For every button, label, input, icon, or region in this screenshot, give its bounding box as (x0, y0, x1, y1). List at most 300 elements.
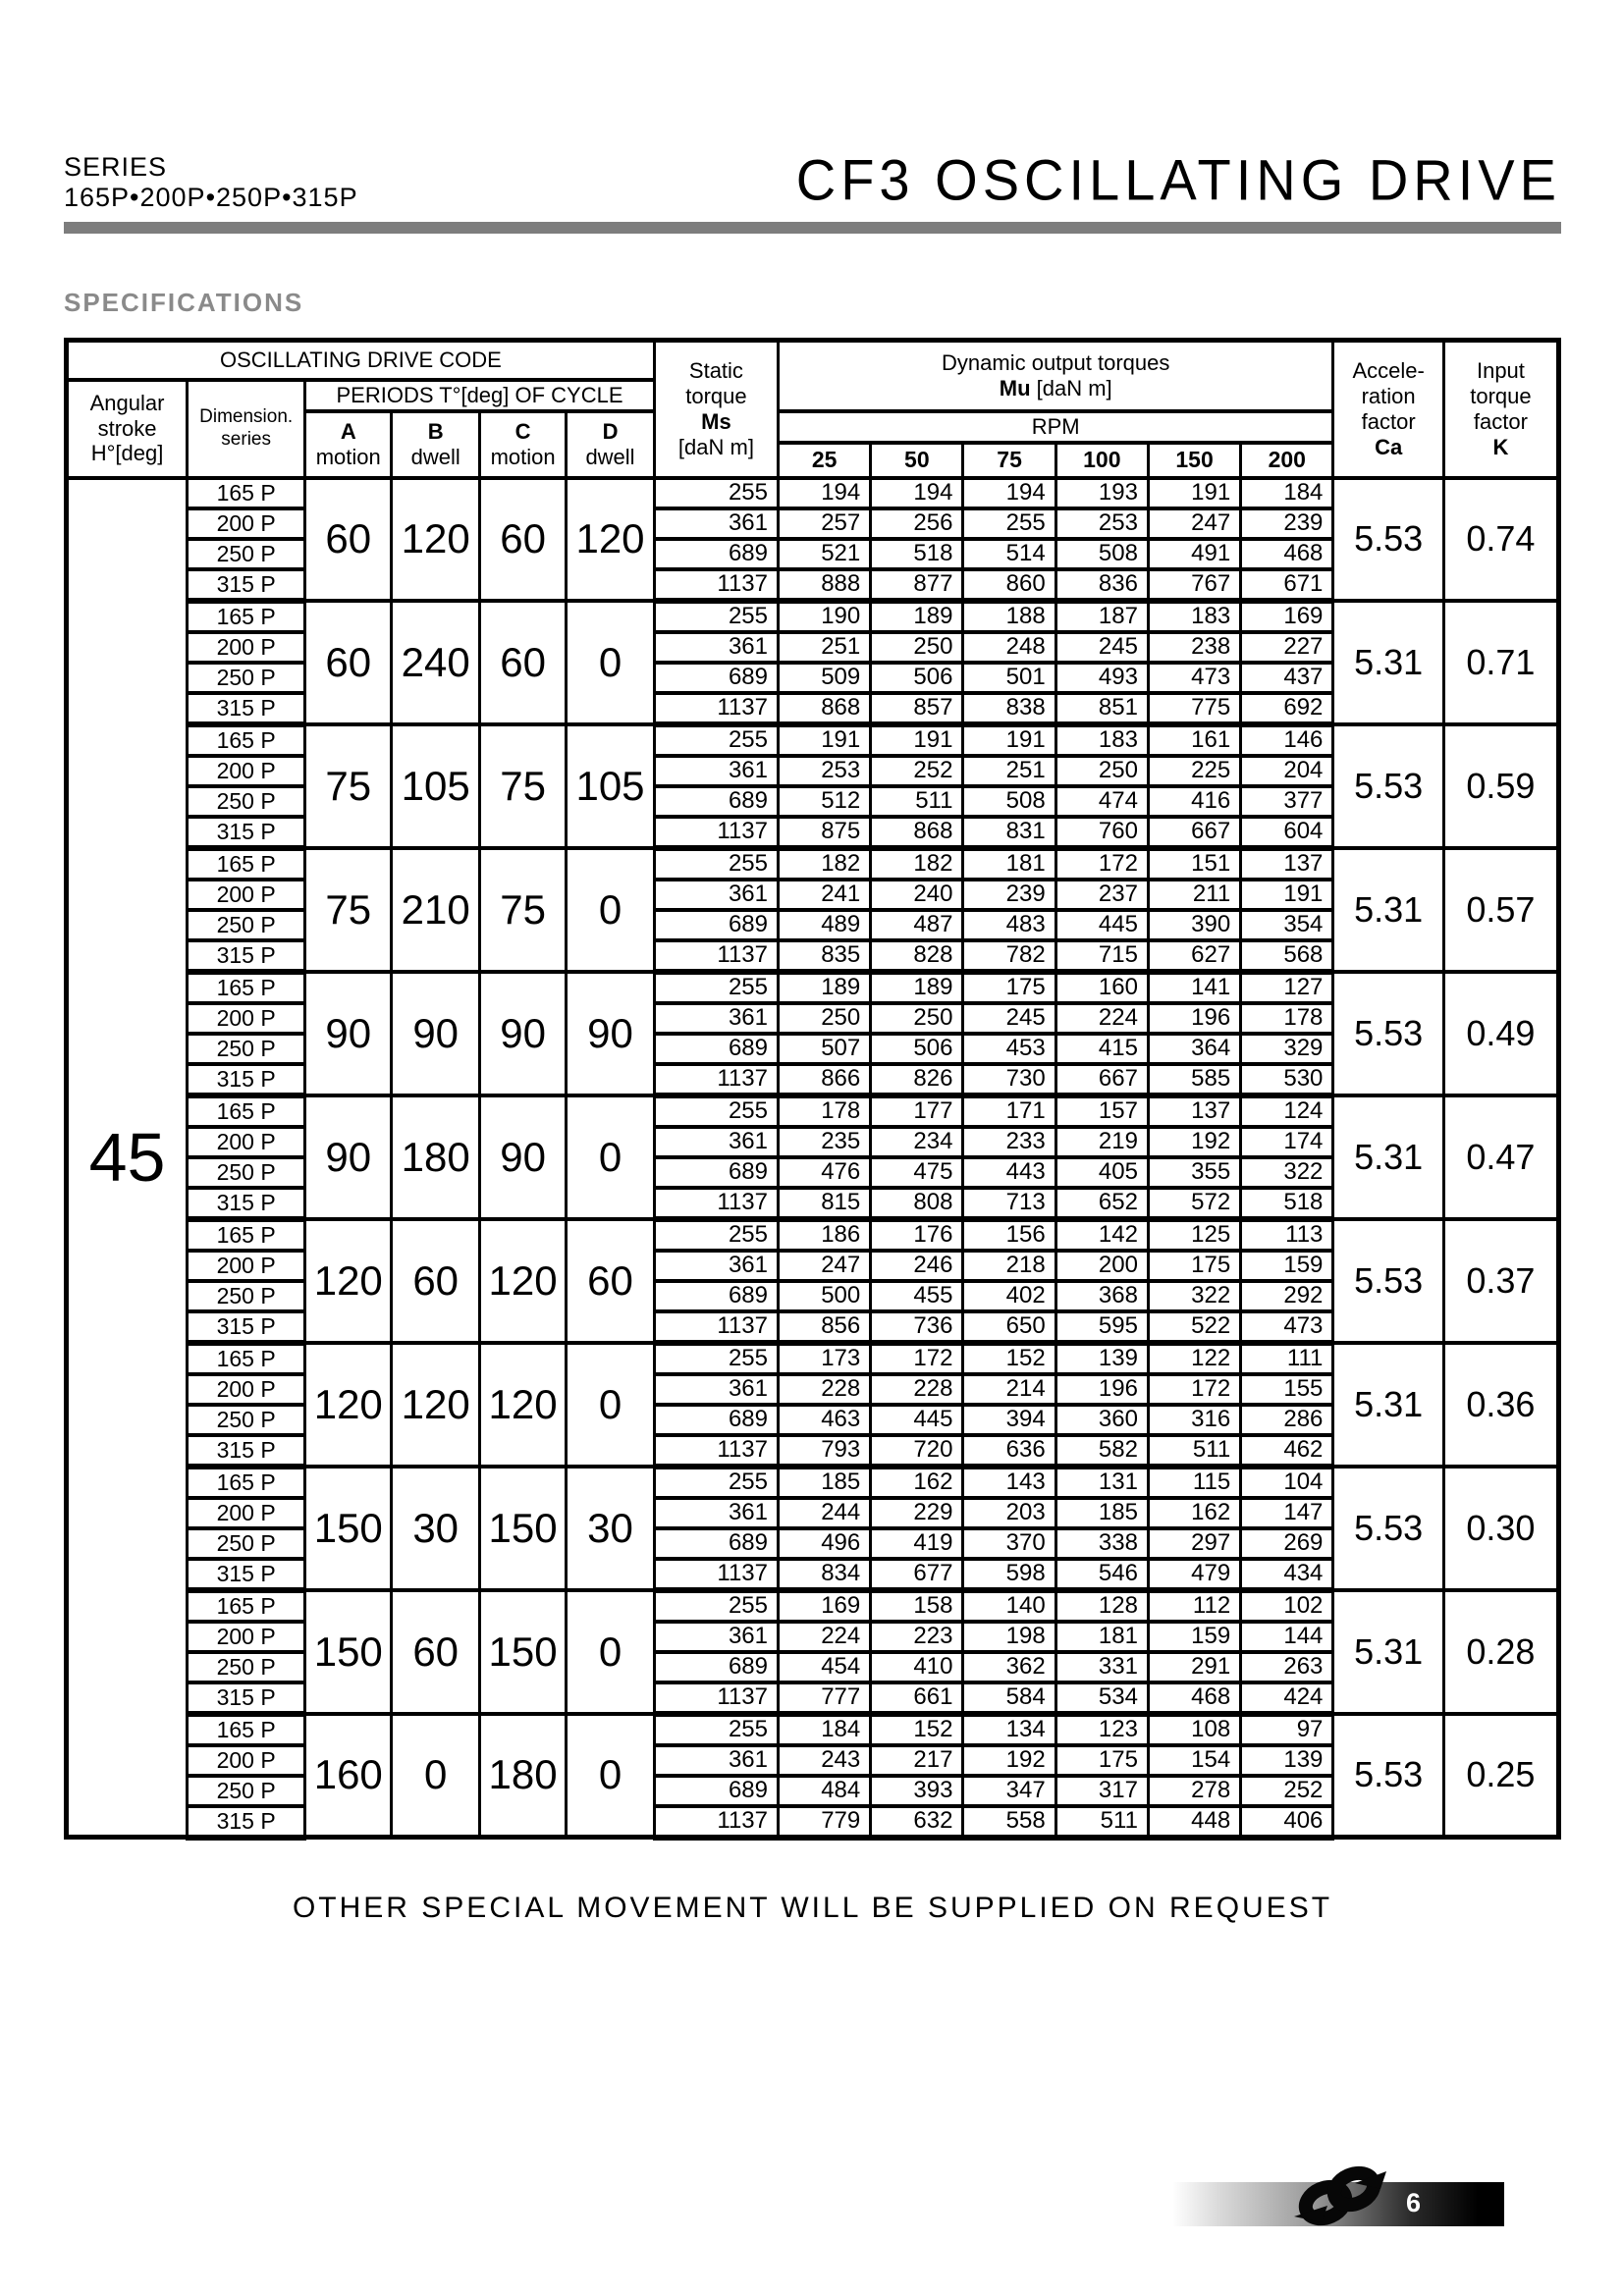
torque-rpm-50-cell: 172 (871, 1343, 963, 1374)
torque-rpm-150-cell: 191 (1148, 478, 1240, 508)
input-torque-factor-cell: 0.30 (1443, 1467, 1558, 1590)
period-d-cell: 0 (567, 1590, 655, 1714)
torque-rpm-50-cell: 189 (871, 972, 963, 1003)
torque-rpm-25-cell: 463 (779, 1405, 871, 1435)
torque-rpm-50-cell: 445 (871, 1405, 963, 1435)
torque-rpm-50-cell: 826 (871, 1064, 963, 1095)
header-ca-symbol: Ca (1375, 434, 1403, 459)
period-a-cell: 120 (305, 1343, 392, 1467)
torque-rpm-75-cell: 143 (963, 1467, 1055, 1498)
torque-rpm-150-cell: 572 (1148, 1188, 1240, 1219)
table-row (67, 1590, 1559, 1622)
torque-rpm-75-cell: 140 (963, 1590, 1055, 1622)
header-rpm-75: 75 (963, 443, 1055, 478)
acceleration-factor-cell: 5.31 (1333, 848, 1443, 972)
torque-rpm-200-cell: 263 (1241, 1652, 1333, 1682)
torque-rpm-75-cell: 194 (963, 478, 1055, 508)
torque-rpm-200-cell: 604 (1241, 817, 1333, 848)
header-period-d (567, 411, 655, 478)
torque-rpm-100-cell: 181 (1055, 1622, 1148, 1652)
static-torque-cell: 361 (654, 1498, 778, 1528)
torque-rpm-50-cell: 857 (871, 693, 963, 724)
header-rpm-150: 150 (1148, 443, 1240, 478)
torque-rpm-200-cell: 462 (1241, 1435, 1333, 1467)
header-dynamic-title: Dynamic output torques (942, 349, 1170, 375)
torque-rpm-200-cell: 530 (1241, 1064, 1333, 1095)
torque-rpm-75-cell: 394 (963, 1405, 1055, 1435)
dimension-series-cell: 165 P (188, 478, 305, 508)
dimension-series-cell: 250 P (188, 1034, 305, 1064)
torque-rpm-150-cell: 162 (1148, 1498, 1240, 1528)
torque-rpm-100-cell: 193 (1055, 478, 1148, 508)
input-torque-factor-cell: 0.36 (1443, 1343, 1558, 1467)
torque-rpm-75-cell: 860 (963, 569, 1055, 601)
torque-rpm-200-cell: 127 (1241, 972, 1333, 1003)
table-row (67, 601, 1559, 632)
dimension-series-cell: 315 P (188, 1064, 305, 1095)
torque-rpm-150-cell: 491 (1148, 539, 1240, 569)
torque-rpm-150-cell: 192 (1148, 1127, 1240, 1157)
static-torque-cell: 1137 (654, 1064, 778, 1095)
torque-rpm-150-cell: 479 (1148, 1559, 1240, 1590)
torque-rpm-150-cell: 390 (1148, 910, 1240, 940)
torque-rpm-100-cell: 250 (1055, 756, 1148, 786)
torque-rpm-50-cell: 177 (871, 1095, 963, 1127)
torque-rpm-75-cell: 501 (963, 663, 1055, 693)
torque-rpm-150-cell: 125 (1148, 1219, 1240, 1251)
torque-rpm-200-cell: 191 (1241, 880, 1333, 910)
static-torque-cell: 255 (654, 1095, 778, 1127)
static-torque-cell: 1137 (654, 1435, 778, 1467)
period-b-cell: 120 (392, 1343, 480, 1467)
dimension-series-cell: 200 P (188, 1251, 305, 1281)
header-static-line1: Static (688, 357, 743, 383)
torque-rpm-100-cell: 331 (1055, 1652, 1148, 1682)
torque-rpm-25-cell: 835 (779, 940, 871, 972)
period-c-cell: 90 (480, 1095, 567, 1219)
torque-rpm-25-cell: 868 (779, 693, 871, 724)
torque-rpm-25-cell: 875 (779, 817, 871, 848)
torque-rpm-50-cell: 828 (871, 940, 963, 972)
torque-rpm-100-cell: 253 (1055, 508, 1148, 539)
table-row (67, 1343, 1559, 1374)
static-torque-cell: 1137 (654, 1559, 778, 1590)
header-rpm-50: 50 (871, 443, 963, 478)
torque-rpm-100-cell: 546 (1055, 1559, 1148, 1590)
torque-rpm-25-cell: 866 (779, 1064, 871, 1095)
torque-rpm-25-cell: 169 (779, 1590, 871, 1622)
dimension-series-cell: 200 P (188, 1003, 305, 1034)
torque-rpm-150-cell: 141 (1148, 972, 1240, 1003)
torque-rpm-150-cell: 161 (1148, 724, 1240, 756)
header-angular-stroke (67, 380, 188, 478)
dimension-series-cell: 315 P (188, 1188, 305, 1219)
static-torque-cell: 255 (654, 848, 778, 880)
acceleration-factor-cell: 5.53 (1333, 1467, 1443, 1590)
torque-rpm-50-cell: 808 (871, 1188, 963, 1219)
header-dimension-line1: Dimension. (199, 406, 294, 428)
torque-rpm-100-cell: 338 (1055, 1528, 1148, 1559)
torque-rpm-150-cell: 767 (1148, 569, 1240, 601)
table-row (67, 1095, 1559, 1127)
period-d-cell: 105 (567, 724, 655, 848)
torque-rpm-75-cell: 203 (963, 1498, 1055, 1528)
header-period-b (392, 411, 480, 478)
torque-rpm-100-cell: 131 (1055, 1467, 1148, 1498)
torque-rpm-200-cell: 146 (1241, 724, 1333, 756)
dimension-series-cell: 250 P (188, 663, 305, 693)
acceleration-factor-cell: 5.31 (1333, 601, 1443, 724)
torque-rpm-200-cell: 184 (1241, 478, 1333, 508)
table-row (67, 1467, 1559, 1498)
dimension-series-cell: 165 P (188, 848, 305, 880)
torque-rpm-150-cell: 473 (1148, 663, 1240, 693)
torque-rpm-200-cell: 286 (1241, 1405, 1333, 1435)
acceleration-factor-cell: 5.53 (1333, 478, 1443, 601)
static-torque-cell: 689 (654, 1776, 778, 1806)
torque-rpm-200-cell: 178 (1241, 1003, 1333, 1034)
period-d-cell: 0 (567, 601, 655, 724)
torque-rpm-150-cell: 278 (1148, 1776, 1240, 1806)
input-torque-factor-cell: 0.59 (1443, 724, 1558, 848)
torque-rpm-25-cell: 521 (779, 539, 871, 569)
torque-rpm-50-cell: 240 (871, 880, 963, 910)
dimension-series-cell: 315 P (188, 1311, 305, 1343)
dimension-series-cell: 200 P (188, 880, 305, 910)
torque-rpm-200-cell: 437 (1241, 663, 1333, 693)
torque-rpm-75-cell: 443 (963, 1157, 1055, 1188)
period-b-cell: 120 (392, 478, 480, 601)
table-row (67, 478, 1559, 508)
period-c-cell: 120 (480, 1343, 567, 1467)
input-torque-factor-cell: 0.25 (1443, 1714, 1558, 1838)
header-dynamic-torques (779, 341, 1333, 411)
static-torque-cell: 255 (654, 601, 778, 632)
torque-rpm-50-cell: 677 (871, 1559, 963, 1590)
torque-rpm-150-cell: 355 (1148, 1157, 1240, 1188)
torque-rpm-200-cell: 113 (1241, 1219, 1333, 1251)
static-torque-cell: 1137 (654, 1806, 778, 1838)
table-row (67, 1219, 1559, 1251)
header-period-c-type: motion (490, 444, 556, 469)
header-periods: PERIODS T°[deg] OF CYCLE (305, 380, 655, 411)
torque-rpm-100-cell: 415 (1055, 1034, 1148, 1064)
torque-rpm-75-cell: 218 (963, 1251, 1055, 1281)
header-acceleration-factor (1333, 341, 1443, 478)
torque-rpm-100-cell: 123 (1055, 1714, 1148, 1745)
torque-rpm-25-cell: 190 (779, 601, 871, 632)
torque-rpm-150-cell: 159 (1148, 1622, 1240, 1652)
torque-rpm-200-cell: 137 (1241, 848, 1333, 880)
torque-rpm-150-cell: 151 (1148, 848, 1240, 880)
period-d-cell: 0 (567, 848, 655, 972)
torque-rpm-75-cell: 370 (963, 1528, 1055, 1559)
footer-note: OTHER SPECIAL MOVEMENT WILL BE SUPPLIED ON REQUEST (292, 1891, 1333, 1924)
period-b-cell: 90 (392, 972, 480, 1095)
header-input-torque-factor (1443, 341, 1558, 478)
period-d-cell: 30 (567, 1467, 655, 1590)
torque-rpm-25-cell: 888 (779, 569, 871, 601)
dimension-series-cell: 165 P (188, 724, 305, 756)
header-dimension-line2: series (221, 428, 271, 450)
static-torque-cell: 361 (654, 508, 778, 539)
torque-rpm-150-cell: 297 (1148, 1528, 1240, 1559)
header-accel-line1: Accele- (1352, 357, 1425, 383)
header-rpm-100: 100 (1055, 443, 1148, 478)
torque-rpm-25-cell: 484 (779, 1776, 871, 1806)
torque-rpm-50-cell: 176 (871, 1219, 963, 1251)
torque-rpm-100-cell: 760 (1055, 817, 1148, 848)
torque-rpm-100-cell: 196 (1055, 1374, 1148, 1405)
torque-rpm-150-cell: 154 (1148, 1745, 1240, 1776)
torque-rpm-100-cell: 493 (1055, 663, 1148, 693)
dimension-series-cell: 200 P (188, 1127, 305, 1157)
torque-rpm-75-cell: 636 (963, 1435, 1055, 1467)
page-title: CF3 OSCILLATING DRIVE (795, 146, 1561, 212)
brand-series-models: 165P•200P•250P•315P (64, 182, 358, 212)
torque-rpm-100-cell: 534 (1055, 1682, 1148, 1714)
torque-rpm-200-cell: 269 (1241, 1528, 1333, 1559)
dimension-series-cell: 250 P (188, 910, 305, 940)
torque-rpm-150-cell: 364 (1148, 1034, 1240, 1064)
period-a-cell: 75 (305, 848, 392, 972)
dimension-series-cell: 200 P (188, 1374, 305, 1405)
torque-rpm-50-cell: 506 (871, 1034, 963, 1064)
header-static-torque (654, 341, 778, 478)
torque-rpm-100-cell: 667 (1055, 1064, 1148, 1095)
torque-rpm-200-cell: 473 (1241, 1311, 1333, 1343)
period-a-cell: 60 (305, 478, 392, 601)
torque-rpm-200-cell: 468 (1241, 539, 1333, 569)
torque-rpm-75-cell: 134 (963, 1714, 1055, 1745)
torque-rpm-150-cell: 585 (1148, 1064, 1240, 1095)
torque-rpm-75-cell: 584 (963, 1682, 1055, 1714)
static-torque-cell: 255 (654, 478, 778, 508)
torque-rpm-100-cell: 219 (1055, 1127, 1148, 1157)
static-torque-cell: 689 (654, 663, 778, 693)
period-d-cell: 60 (567, 1219, 655, 1343)
dimension-series-cell: 250 P (188, 1405, 305, 1435)
torque-rpm-25-cell: 500 (779, 1281, 871, 1311)
header-dimension-series (188, 380, 305, 478)
torque-rpm-50-cell: 720 (871, 1435, 963, 1467)
header-period-a-type: motion (315, 444, 381, 469)
torque-rpm-75-cell: 713 (963, 1188, 1055, 1219)
torque-rpm-25-cell: 779 (779, 1806, 871, 1838)
torque-rpm-150-cell: 627 (1148, 940, 1240, 972)
torque-rpm-50-cell: 246 (871, 1251, 963, 1281)
torque-rpm-150-cell: 468 (1148, 1682, 1240, 1714)
period-c-cell: 150 (480, 1590, 567, 1714)
torque-rpm-200-cell: 169 (1241, 601, 1333, 632)
torque-rpm-25-cell: 189 (779, 972, 871, 1003)
torque-rpm-100-cell: 360 (1055, 1405, 1148, 1435)
static-torque-cell: 689 (654, 1034, 778, 1064)
torque-rpm-150-cell: 112 (1148, 1590, 1240, 1622)
torque-rpm-150-cell: 775 (1148, 693, 1240, 724)
dimension-series-cell: 315 P (188, 1682, 305, 1714)
torque-rpm-25-cell: 454 (779, 1652, 871, 1682)
torque-rpm-75-cell: 831 (963, 817, 1055, 848)
torque-rpm-25-cell: 224 (779, 1622, 871, 1652)
torque-rpm-150-cell: 247 (1148, 508, 1240, 539)
dimension-series-cell: 165 P (188, 972, 305, 1003)
period-b-cell: 0 (392, 1714, 480, 1838)
torque-rpm-100-cell: 368 (1055, 1281, 1148, 1311)
torque-rpm-25-cell: 512 (779, 786, 871, 817)
torque-rpm-25-cell: 235 (779, 1127, 871, 1157)
torque-rpm-200-cell: 434 (1241, 1559, 1333, 1590)
dimension-series-cell: 250 P (188, 1776, 305, 1806)
torque-rpm-100-cell: 511 (1055, 1806, 1148, 1838)
torque-rpm-25-cell: 496 (779, 1528, 871, 1559)
static-torque-cell: 361 (654, 756, 778, 786)
header-period-c-letter: C (514, 418, 531, 444)
static-torque-cell: 255 (654, 972, 778, 1003)
torque-rpm-25-cell: 509 (779, 663, 871, 693)
torque-rpm-25-cell: 489 (779, 910, 871, 940)
period-a-cell: 90 (305, 1095, 392, 1219)
torque-rpm-75-cell: 362 (963, 1652, 1055, 1682)
torque-rpm-150-cell: 122 (1148, 1343, 1240, 1374)
static-torque-cell: 255 (654, 1467, 778, 1498)
static-torque-cell: 1137 (654, 1311, 778, 1343)
header-period-b-letter: B (427, 418, 444, 444)
torque-rpm-200-cell: 104 (1241, 1467, 1333, 1498)
brand-series-label: SERIES (64, 151, 168, 182)
torque-rpm-100-cell: 652 (1055, 1188, 1148, 1219)
torque-rpm-200-cell: 144 (1241, 1622, 1333, 1652)
static-torque-cell: 689 (654, 786, 778, 817)
torque-rpm-75-cell: 192 (963, 1745, 1055, 1776)
header-dynamic-unit (780, 376, 1331, 401)
torque-rpm-50-cell: 223 (871, 1622, 963, 1652)
specifications-table (64, 338, 1561, 1841)
torque-rpm-200-cell: 124 (1241, 1095, 1333, 1127)
static-torque-cell: 689 (654, 539, 778, 569)
torque-rpm-200-cell: 102 (1241, 1590, 1333, 1622)
dimension-series-cell: 315 P (188, 569, 305, 601)
torque-rpm-75-cell: 402 (963, 1281, 1055, 1311)
period-c-cell: 120 (480, 1219, 567, 1343)
period-b-cell: 60 (392, 1590, 480, 1714)
torque-rpm-25-cell: 793 (779, 1435, 871, 1467)
torque-rpm-150-cell: 225 (1148, 756, 1240, 786)
torque-rpm-75-cell: 782 (963, 940, 1055, 972)
torque-rpm-75-cell: 598 (963, 1559, 1055, 1590)
static-torque-cell: 361 (654, 1745, 778, 1776)
torque-rpm-150-cell: 183 (1148, 601, 1240, 632)
static-torque-cell: 255 (654, 1219, 778, 1251)
torque-rpm-100-cell: 142 (1055, 1219, 1148, 1251)
torque-rpm-150-cell: 196 (1148, 1003, 1240, 1034)
acceleration-factor-cell: 5.31 (1333, 1095, 1443, 1219)
period-b-cell: 240 (392, 601, 480, 724)
static-torque-cell: 689 (654, 1281, 778, 1311)
torque-rpm-200-cell: 97 (1241, 1714, 1333, 1745)
torque-rpm-25-cell: 856 (779, 1311, 871, 1343)
torque-rpm-50-cell: 736 (871, 1311, 963, 1343)
dimension-series-cell: 165 P (188, 601, 305, 632)
period-b-cell: 210 (392, 848, 480, 972)
torque-rpm-75-cell: 838 (963, 693, 1055, 724)
input-torque-factor-cell: 0.49 (1443, 972, 1558, 1095)
header-input-line3: factor (1473, 408, 1528, 434)
torque-rpm-50-cell: 455 (871, 1281, 963, 1311)
brand-block (64, 152, 358, 213)
torque-rpm-25-cell: 178 (779, 1095, 871, 1127)
acceleration-factor-cell: 5.53 (1333, 1714, 1443, 1838)
torque-rpm-100-cell: 157 (1055, 1095, 1148, 1127)
logo-knot-icon (1276, 2160, 1404, 2234)
spec-table-body (67, 478, 1559, 1838)
acceleration-factor-cell: 5.31 (1333, 1590, 1443, 1714)
period-a-cell: 120 (305, 1219, 392, 1343)
period-d-cell: 0 (567, 1714, 655, 1838)
torque-rpm-75-cell: 255 (963, 508, 1055, 539)
torque-rpm-75-cell: 175 (963, 972, 1055, 1003)
torque-rpm-200-cell: 568 (1241, 940, 1333, 972)
header-drive-code: OSCILLATING DRIVE CODE (67, 341, 655, 380)
header-period-d-type: dwell (585, 444, 635, 469)
torque-rpm-200-cell: 174 (1241, 1127, 1333, 1157)
dimension-series-cell: 315 P (188, 817, 305, 848)
dimension-series-cell: 200 P (188, 756, 305, 786)
torque-rpm-75-cell: 650 (963, 1311, 1055, 1343)
torque-rpm-200-cell: 155 (1241, 1374, 1333, 1405)
torque-rpm-50-cell: 868 (871, 817, 963, 848)
torque-rpm-75-cell: 171 (963, 1095, 1055, 1127)
torque-rpm-50-cell: 487 (871, 910, 963, 940)
torque-rpm-50-cell: 511 (871, 786, 963, 817)
static-torque-cell: 361 (654, 1251, 778, 1281)
torque-rpm-100-cell: 445 (1055, 910, 1148, 940)
torque-rpm-50-cell: 234 (871, 1127, 963, 1157)
period-a-cell: 150 (305, 1590, 392, 1714)
torque-rpm-25-cell: 194 (779, 478, 871, 508)
torque-rpm-100-cell: 245 (1055, 632, 1148, 663)
dimension-series-cell: 165 P (188, 1219, 305, 1251)
torque-rpm-75-cell: 508 (963, 786, 1055, 817)
header-stroke-line2: stroke (97, 415, 157, 441)
torque-rpm-50-cell: 250 (871, 1003, 963, 1034)
table-row (67, 1714, 1559, 1745)
torque-rpm-25-cell: 228 (779, 1374, 871, 1405)
torque-rpm-150-cell: 667 (1148, 817, 1240, 848)
torque-rpm-100-cell: 185 (1055, 1498, 1148, 1528)
torque-rpm-150-cell: 416 (1148, 786, 1240, 817)
torque-rpm-50-cell: 252 (871, 756, 963, 786)
torque-rpm-200-cell: 354 (1241, 910, 1333, 940)
static-torque-cell: 361 (654, 1003, 778, 1034)
header-rule (64, 222, 1561, 234)
torque-rpm-200-cell: 239 (1241, 508, 1333, 539)
period-a-cell: 160 (305, 1714, 392, 1838)
static-torque-cell: 255 (654, 1714, 778, 1745)
period-b-cell: 105 (392, 724, 480, 848)
torque-rpm-50-cell: 191 (871, 724, 963, 756)
period-c-cell: 75 (480, 724, 567, 848)
torque-rpm-50-cell: 506 (871, 663, 963, 693)
torque-rpm-200-cell: 424 (1241, 1682, 1333, 1714)
torque-rpm-150-cell: 448 (1148, 1806, 1240, 1838)
torque-rpm-100-cell: 183 (1055, 724, 1148, 756)
header-static-symbol: Ms (701, 408, 731, 434)
dimension-series-cell: 315 P (188, 1435, 305, 1467)
torque-rpm-25-cell: 251 (779, 632, 871, 663)
torque-rpm-100-cell: 317 (1055, 1776, 1148, 1806)
period-c-cell: 60 (480, 478, 567, 601)
